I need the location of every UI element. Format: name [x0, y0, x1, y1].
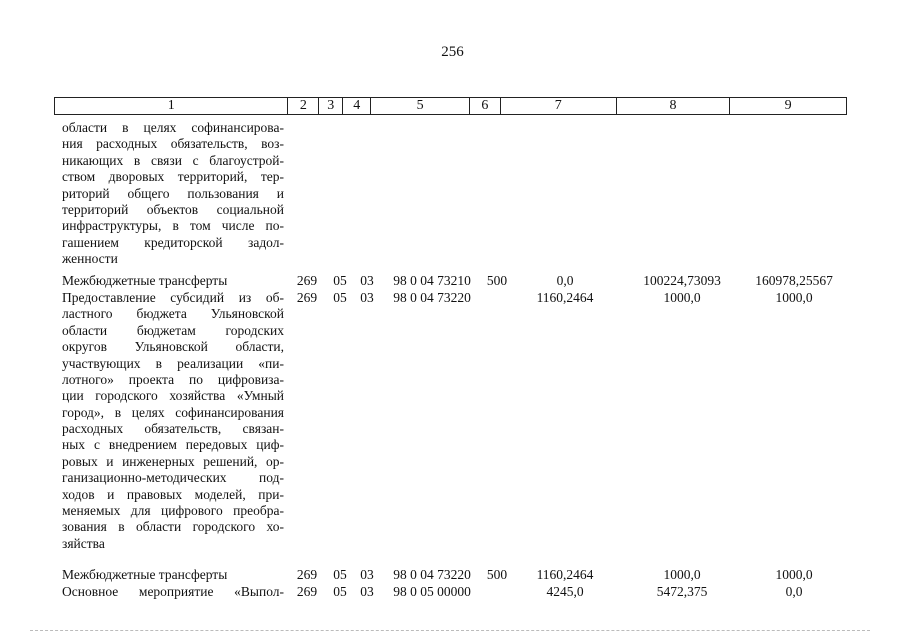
- cell-c5: 98 0 04 73220: [393, 567, 471, 582]
- cell-c2: 269: [296, 567, 318, 582]
- cell-c3: 05: [333, 584, 347, 599]
- cell-c6: 500: [486, 273, 508, 288]
- row-name: Межбюджетные трансферты: [62, 567, 228, 582]
- cell-c4: 03: [360, 567, 374, 582]
- text-line: ния расходных обязательств, воз-: [62, 136, 284, 151]
- cell-c8: 100224,73093: [643, 273, 721, 288]
- page-bottom-edge: [30, 630, 870, 631]
- text-line: территорий объектов социальной: [62, 202, 284, 217]
- cell-c4: 03: [360, 584, 374, 599]
- cell-c7: 1160,2464: [536, 567, 594, 582]
- header-col-4: 4: [343, 98, 371, 114]
- row-name: Межбюджетные трансферты: [62, 273, 228, 288]
- cell-c9: 1000,0: [775, 567, 813, 582]
- header-col-1: 1: [55, 98, 288, 114]
- text-line: области бюджетам городских: [62, 323, 284, 338]
- text-line: участвующих в реализации «пи-: [62, 356, 284, 371]
- text-line: женности: [62, 251, 118, 266]
- cell-c9: 160978,25567: [755, 273, 833, 288]
- text-line: ных с внедрением передовых циф-: [62, 437, 284, 452]
- header-col-7: 7: [501, 98, 617, 114]
- text-line: инфраструктуры, в том числе по-: [62, 218, 284, 233]
- text-line: никающих в связи с благоустрой-: [62, 153, 284, 168]
- text-line: области в целях софинансирова-: [62, 120, 284, 135]
- cell-c9: 0,0: [785, 584, 803, 599]
- cell-c7: 4245,0: [546, 584, 584, 599]
- text-line: ции городского хозяйства «Умный: [62, 388, 284, 403]
- cell-c5: 98 0 05 00000: [393, 584, 471, 599]
- cell-c2: 269: [296, 584, 318, 599]
- cell-c3: 05: [333, 273, 347, 288]
- table-header-row: [54, 97, 847, 115]
- cell-c3: 05: [333, 290, 347, 305]
- page-number: 256: [441, 44, 464, 60]
- header-col-2: 2: [288, 98, 319, 114]
- text-line: ходов и правовых моделей, при-: [62, 487, 284, 502]
- cell-c4: 03: [360, 290, 374, 305]
- cell-c9: 1000,0: [775, 290, 813, 305]
- cell-c2: 269: [296, 290, 318, 305]
- text-line: лотного» проекта по цифровиза-: [62, 372, 284, 387]
- cell-c8: 1000,0: [663, 290, 701, 305]
- row-name: Основное мероприятие «Выпол-: [62, 584, 284, 599]
- cell-c8: 5472,375: [656, 584, 708, 599]
- text-line: гашением кредиторской задол-: [62, 235, 284, 250]
- text-line: город», в целях софинансирования: [62, 405, 284, 420]
- header-col-9: 9: [784, 98, 792, 113]
- text-line: ством дворовых территорий, тер-: [62, 169, 284, 184]
- text-line: зования в области городского хо-: [62, 519, 284, 534]
- text-line: меняемых для цифрового преобра-: [62, 503, 284, 518]
- cell-c3: 05: [333, 567, 347, 582]
- text-line: расходных обязательств, связан-: [62, 421, 284, 436]
- text-line: зяйства: [62, 536, 105, 551]
- text-line: Предоставление субсидий из об-: [62, 290, 284, 305]
- text-line: ганизационно-методических под-: [62, 470, 284, 485]
- cell-c7: 0,0: [556, 273, 574, 288]
- cell-c4: 03: [360, 273, 374, 288]
- text-line: риторий общего пользования и: [62, 186, 284, 201]
- header-col-3: 3: [319, 98, 343, 114]
- cell-c6: 500: [486, 567, 508, 582]
- cell-c7: 1160,2464: [536, 290, 594, 305]
- cell-c5: 98 0 04 73220: [393, 290, 471, 305]
- cell-c8: 1000,0: [663, 567, 701, 582]
- cell-c5: 98 0 04 73210: [393, 273, 471, 288]
- text-line: ластного бюджета Ульяновской: [62, 306, 284, 321]
- header-col-6: 6: [470, 98, 501, 114]
- text-line: округов Ульяновской области,: [62, 339, 284, 354]
- header-col-5: 5: [371, 98, 470, 114]
- header-col-8: 8: [617, 98, 731, 114]
- text-line: ровых и инженерных решений, ор-: [62, 454, 284, 469]
- cell-c2: 269: [296, 273, 318, 288]
